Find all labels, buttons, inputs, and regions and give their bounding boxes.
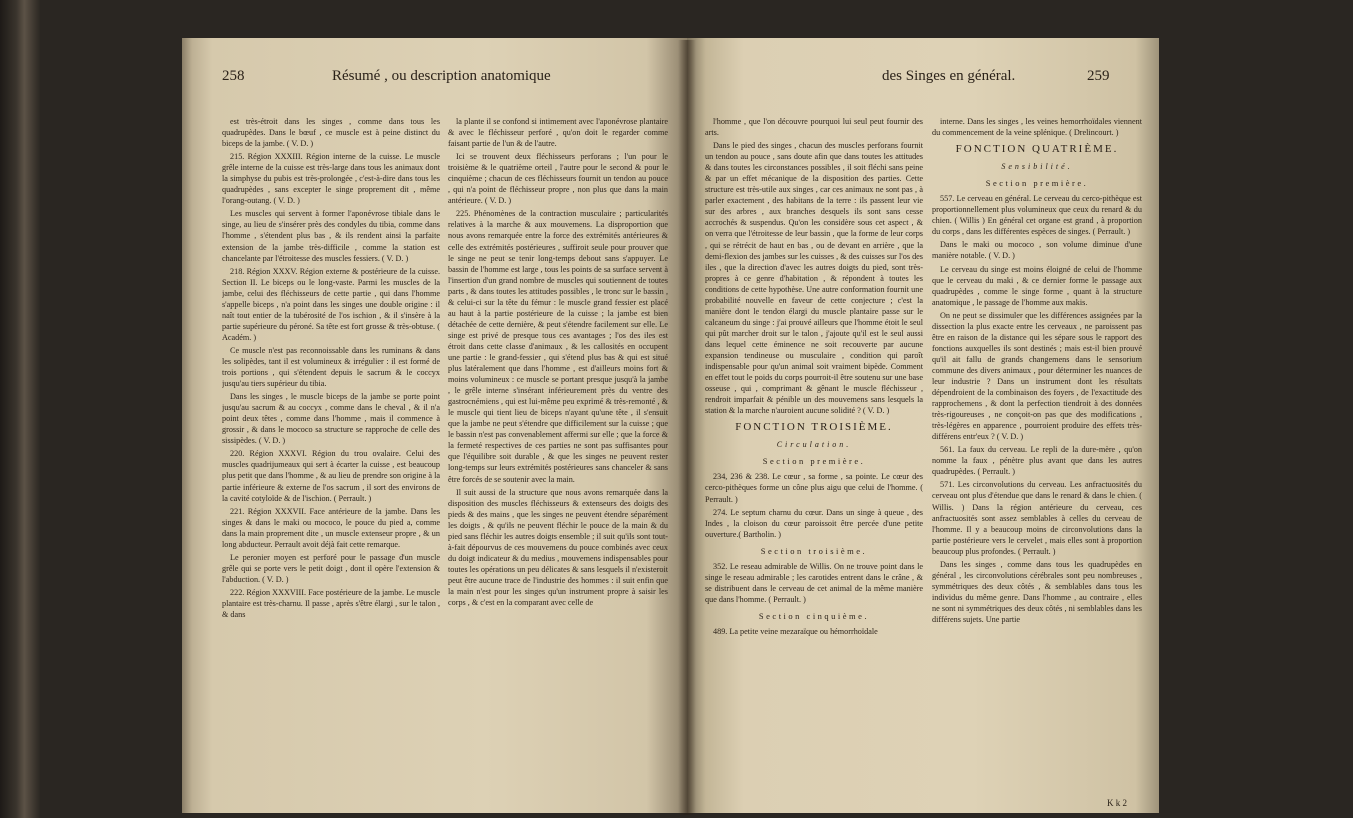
paragraph: 220. Région XXXVI. Région du trou ovalaire. Celui des muscles quadrijumeaux qui sert à écarter la cuisse , est beaucoup plus petit que dans l'homme , & au lieu de prendre son origine à la partie inférieure & externe de l'os sacrum , il sort des environs de la cavité cotyloïde & de l'ischion. ( Perrault. ) — [222, 449, 440, 503]
paragraph: Sensibilité. — [1001, 162, 1073, 172]
paragraph: Section cinquième. — [758, 610, 870, 621]
catchword: K k 2 — [1107, 798, 1127, 808]
paragraph: FONCTION TROISIÈME. — [735, 421, 893, 434]
paragraph: Le peronier moyen est perforé pour le passage d'un muscle grêle qui se porte vers le petit doigt , dont il opère l'extension & l'abduction. ( V. D. ) — [222, 552, 440, 584]
left-page — [182, 38, 687, 813]
left-column-2 — [448, 116, 668, 813]
paragraph: Le cerveau du singe est moins éloigné de celui de l'homme que le cerveau du maki , & ce dernier forme le passage aux quadrupèdes , comme le singe forme , quant à la structure anatomique , le passage de l'homme aux makis. — [932, 264, 1142, 307]
paragraph: Circulation. — [776, 440, 852, 450]
paragraph: la plante il se confond si intimement avec l'aponévrose plantaire & avec le fléchisseur perforé , qu'on doit le regarder comme faisant partie de l'un & de l'autre. — [448, 117, 668, 149]
paragraph: 215. Région XXXIII. Région interne de la cuisse. Le muscle grêle interne de la cuisse est très-large dans tous les animaux dont la simphyse du pubis est très-prolongée , c'est-à-dire dans tous les quadrupèdes , sans excepter le singe proprement dit , même l'orang-outang. ( V. D. ) — [222, 152, 440, 206]
left-running-title: Résumé , ou description anatomique — [332, 68, 551, 84]
right-column-1 — [705, 116, 923, 813]
paragraph: 234, 236 & 238. Le cœur , sa forme , sa pointe. Le cœur des cerco-pithèques forme un cône plus aigu que celui de l'homme. ( Perrault. ) — [705, 472, 923, 504]
right-column-2 — [932, 116, 1142, 813]
paragraph: FONCTION QUATRIÈME. — [955, 143, 1119, 156]
paragraph: Section première. — [762, 456, 866, 467]
paragraph: Il suit aussi de la structure que nous avons remarquée dans la disposition des muscles fléchisseurs & extenseurs des doigts des pieds & des mains , que les singes ne peuvent étendre séparément les doigts , & qu'ils ne peuvent fléchir le pouce de la main & du pied sans fléchir les autres doigts ensemble ; il suit qu'ils sont tout-à-fait dépourvus de ces mouvemens du pouce combinés avec ceux du doigt indicateur & du medius , mouvemens indispensables pour toutes les opérations un peu délicates & sans lesquels il n'existeroit peut être aucune trace de l'industrie des hommes : il suit enfin que la main n'est pour les singes qu'un instrument propre à saisir les corps , & c'est en la comparant avec celle de — [448, 487, 668, 608]
book-gutter — [678, 40, 696, 815]
paragraph: On ne peut se dissimuler que les différences assignées par la dissection la plus exacte entre les cerveaux , ne paroissent pas être en raison de la distance qui les sépare sous le rapport des fonctions auxquelles ils sont destinés ; mais est-il bien prouvé qu'il ait fallu de grands changemens dans le sensorium commune des divers animaux , pour déterminer les nuances de leur industrie ? Dans un instrument dont les résultats dépendroient de la combinaison des foyers , de l'exactitude des rapprochemens , & dont la perfection tiendroit à des données très-rigoureuses , ne conçoit-on pas que des modifications , très-légères en apparence , pourroient produire des effets très-différens entr'eux ? ( V. D. ) — [932, 310, 1142, 442]
left-column-1 — [222, 116, 440, 813]
paragraph: l'homme , que l'on découvre pourquoi lui seul peut fournir des arts. — [705, 117, 923, 138]
paragraph: Ce muscle n'est pas reconnoissable dans les ruminans & dans les solipèdes, tant il est volumineux & irrégulier : il est formé de trois portions , qui s'étendent depuis le sacrum & le coccyx jusqu'au tiers supérieur du tibia. — [222, 345, 440, 389]
right-running-title: des Singes en général. — [882, 68, 1016, 84]
right-page-number: 259 — [1087, 68, 1110, 84]
paragraph: 221. Région XXXVII. Face antérieure de la jambe. Dans les singes & dans le maki ou mococo, le pouce du pied a, comme dans la main proprement dite , un muscle extenseur propre , & un long abducteur. Perrault avoit déjà fait cette remarque. — [222, 506, 440, 549]
paragraph: Section première. — [985, 178, 1089, 189]
paragraph: Dans les singes , comme dans tous les quadrupèdes en général , les circonvolutions cérébrales sont peu nombreuses , symmétriques des deux côtés , & semblables dans tous les individus du même genre. Dans l'homme , au contraire , elles ne sont ni symmétriques des deux côtés , ni semblables dans les différens sujets. Une partie — [932, 559, 1142, 624]
paragraph: est très-étroit dans les singes , comme dans tous les quadrupèdes. Dans le bœuf , ce muscle est à peine distinct du biceps de la jambe. ( V. D. ) — [222, 117, 440, 149]
paragraph: 274. Le septum charnu du cœur. Dans un singe à queue , des Indes , la cloison du cœur paroissoit être percée d'une petite ouverture.( Bartholin. ) — [705, 507, 923, 539]
left-page-number: 258 — [222, 68, 245, 84]
paragraph: 222. Région XXXVIII. Face postérieure de la jambe. Le muscle plantaire est très-charnu. Il passe , après s'être élargi , sur le talon , & dans — [222, 587, 440, 620]
paragraph: Dans les singes , le muscle biceps de la jambe se porte point jusqu'au sacrum & au coccyx , comme dans le cheval , & il n'a point deux têtes , comme dans l'homme , mais il commence à grossir , & dans le mococo sa structure se rapproche de celle des sissipèdes. ( V. D. ) — [222, 392, 440, 446]
paragraph: interne. Dans les singes , les veines hemorrhoïdales viennent du commencement de la veine splénique. ( Drelincourt. ) — [932, 117, 1142, 138]
paragraph: Ici se trouvent deux fléchisseurs perforans ; l'un pour le troisième & le quatrième orteil , l'autre pour le second & pour le cinquième ; chacun de ces fléchisseurs fournit un tendon au pouce , qui n'a point de fléchisseur propre , non plus que dans la main antérieure. ( V. D. ) — [448, 152, 668, 206]
paragraph: Dans le maki ou mococo , son volume diminue d'une manière notable. ( V. D. ) — [932, 240, 1142, 261]
paragraph: 225. Phénomènes de la contraction musculaire ; particularités relatives à la marche & aux mouvemens. La disproportion que nous avons remarquée entre la force des extrémités antérieures & celle des extrémités postérieures , suffiroit seule pour prouver que le singe ne peut se tenir long-temps debout sans s'appuyer. Le bassin de l'homme est large , tous les points de sa surface servent à l'insertion d'un grand nombre de muscles qui soutiennent de toutes parts , & dans toutes les attitudes possibles , le tronc sur le bassin , & celui-ci sur la tête du fémur : le muscle grand fessier est placé au haut à la partie postérieure de la cuisse ; la jambe est bien détachée de cette dernière, & peut s'étendre facilement sur elle. Le singe est privé de presque tous ces avantages ; l'os des iles est étroit dans cette classe d'animaux , & les callosités en occupent une partie : le grand-fessier , qui s'étend plus bas & qui est situé plus latéralement que dans l'homme , est d'ailleurs moins fort & moins volumineux : ce muscle se portant presque jusqu'à la jambe , le grêle interne s'insérant inférieurement près du ventre des gastrocnémiens , qui est lui-même peu exprimé & très-remonté , & le muscle qui tient lieu de biceps n'ayant qu'une tête , il s'ensuit que la jambe ne peut s'étendre que difficilement sur la cuisse ; que le bassin n'est pas convenablement affermi sur elle ; que la force & la fermeté respectives de ces parties ne sont pas suffisantes pour que l'équilibre soit durable , & que les singes ne peuvent rester long-temps sur leurs extrémités postérieures sans chanceler & sans être forcés de se soutenir avec la main. — [448, 209, 668, 484]
paragraph: 557. Le cerveau en général. Le cerveau du cerco-pithèque est proportionnellement plus volumineux que ceux du renard & du chien. ( Willis ) En général cet organe est grand , à proportion du corps , dans les différentes espèces de singes. ( Perrault. ) — [932, 194, 1142, 237]
paragraph: 489. La petite veine mezaraïque ou hémorrhoïdale — [713, 626, 878, 636]
paragraph: 561. La faux du cerveau. Le repli de la dure-mère , qu'on nomme la faux , pénètre plus avant que dans les autres quadrupèdes. ( Perrault. ) — [932, 445, 1142, 477]
right-page — [687, 38, 1159, 813]
paragraph: Section troisième. — [760, 545, 868, 556]
paragraph: 218. Région XXXV. Région externe & postérieure de la cuisse. Section II. Le biceps ou le long-vaste. Parmi les muscles de la jambe, celui des fléchisseurs de cette partie , qui dans l'homme s'appelle biceps , n'a point dans les singes une double origine : il naît tout entier de la tubérosité de l'os ischion , & il s'insère à la partie supérieure du péroné. Sa tête est fort grosse & très-obtuse. ( Académ. ) — [222, 266, 440, 342]
paragraph: Dans le pied des singes , chacun des muscles perforans fournit un tendon au pouce , sans doute afin que dans toutes les attitudes & dans toutes les circonstances possibles , il soit fléchi sans peine & par un effet mécanique de la disposition des parties. Cette structure est très-utile aux singes , car ces animaux ne sont pas , à parler exactement , des habitans de la terre : ils passent leur vie sur des arbres , aux branches desquels ils sont sans cesse accrochés & suspendus. Qu'on les considère sous cet aspect , & on verra que l'étroitesse de leur bassin , que la forme de leur corps , qui se rétrécit de haut en bas , ou de devant en arrière , que la demi-flexion des jambes sur les cuisses , & des cuisses sur l'os des iles , que la direction d'avec les autres doigts du pied, sont très-propres à ce genre d'habitation , & répondent à toutes les conditions de cette hypothèse. Une autre conformation fournit une probabilité nouvelle en faveur de cette conjecture ; c'est la manière dont le tendon élargi du muscle plantaire passe sur le calcaneum du singe : j'ai prouvé ailleurs que l'homme étoit le seul qui pût marcher droit sur le talon , j'ajoute qu'il est le seul aussi dans lequel cette éminence ne soit recouverte par aucune expansion tendineuse ou musculaire , condition qui paroît indispensable pour qu'un animal soit vraiment bipède. Comment en effet tout le poids du corps pourroit-il être soutenu sur une base osseuse , qui , comprimant & gênant le muscle fléchisseur , rendroit imparfait & pénible un des mouvemens sans lesquels la station & la marche n'auroient aucune solidité ? ( V. D. ) — [705, 141, 923, 416]
paragraph: 352. Le reseau admirable de Willis. On ne trouve point dans le singe le reseau admirable ; les carotides entrent dans le crâne , & se distribuent dans le cerveau de cet animal de la même manière que dans l'homme. ( Perrault. ) — [705, 561, 923, 604]
paragraph: 571. Les circonvolutions du cerveau. Les anfractuosités du cerveau ont plus d'étendue que dans le renard & dans le chien. ( Willis. ) Dans la région antérieure du cerveau, ces anfractuosités sont assez semblables à celles du cerveau de l'homme. Il y a beaucoup moins de circonvolutions dans la partie postérieure vers le cervelet , mais elles sont à proportion beaucoup plus profondes. ( Perrault. ) — [932, 480, 1142, 556]
paragraph: Les muscles qui servent à former l'aponévrose tibiale dans le singe, au lieu de s'insérer près des condyles du tibia, comme dans l'homme , s'étendent plus bas , & ils rendent ainsi la parfaite extension de la jambe très-difficile , comme la station est chancelante par l'étroitesse des muscles fessiers. ( V. D. ) — [222, 209, 440, 263]
